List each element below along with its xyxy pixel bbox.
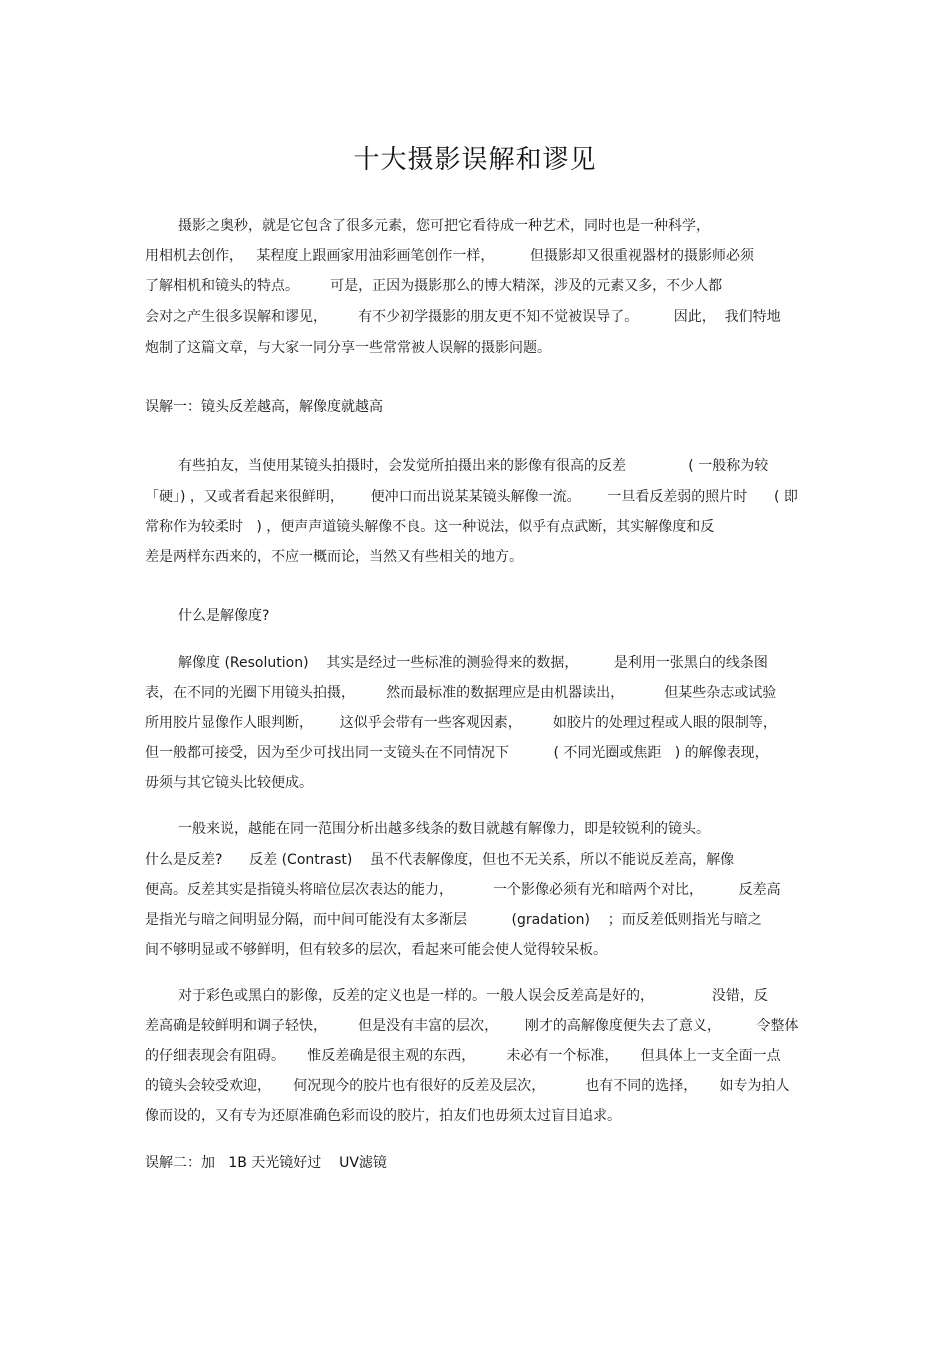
paragraph-line: 对于彩色或黑白的影像，反差的定义也是一样的。一般人误会反差高是好的， 没错，反: [178, 988, 768, 1004]
paragraph-line: 但一般都可接受，因为至少可找出同一支镜头在不同情况下 ( 不同光圈或焦距 ) 的解像表现，: [145, 745, 769, 761]
paragraph-line: 常称作为较柔时 ) ，便声声道镜头解像不良。这一种说法，似乎有点武断，其实解像度和反: [145, 519, 715, 535]
document-title: 十大摄影误解和谬见: [353, 145, 597, 175]
paragraph-line: 便高。反差其实是指镜头将暗位层次表达的能力， 一个影像必须有光和暗两个对比， 反差高: [145, 882, 781, 898]
paragraph-line: 解像度 (Resolution) 其实是经过一些标准的测验得来的数据， 是利用一张黑白的线条图: [178, 655, 768, 671]
paragraph-line: 差高确是较鲜明和调子轻快， 但是没有丰富的层次， 刚才的高解像度便失去了意义， 令整体: [145, 1018, 799, 1034]
paragraph-line: 「硬」) ，又或者看起来很鲜明， 便冲口而出说某某镜头解像一流。 一旦看反差弱的照片时 ( 即: [145, 489, 798, 505]
section-heading: 误解一：镜头反差越高，解像度就越高: [145, 399, 383, 415]
section-heading: 误解二：加 1B 天光镜好过 UV滤镜: [145, 1155, 387, 1171]
paragraph-line: 会对之产生很多误解和谬见， 有不少初学摄影的朋友更不知不觉被误导了。 因此， 我们特地: [145, 309, 781, 325]
paragraph-line: 的仔细表现会有阻碍。 惟反差确是很主观的东西， 未必有一个标准， 但具体上一支全面一点: [145, 1048, 781, 1064]
paragraph-line: 像而设的，又有专为还原准确色彩而设的胶片，拍友们也毋须太过盲目追求。: [145, 1108, 621, 1124]
paragraph-line: 间不够明显或不够鲜明，但有较多的层次，看起来可能会使人觉得较呆板。: [145, 942, 607, 958]
paragraph-line: 摄影之奥秒，就是它包含了很多元素，您可把它看待成一种艺术，同时也是一种科学，: [178, 218, 710, 234]
subheading: 什么是解像度?: [178, 608, 270, 624]
paragraph-line: 有些拍友，当使用某镜头拍摄时，会发觉所拍摄出来的影像有很高的反差 ( 一般称为较: [178, 458, 769, 474]
paragraph-line: 差是两样东西来的，不应一概而论，当然又有些相关的地方。: [145, 549, 523, 565]
paragraph-line: 表，在不同的光圈下用镜头拍摄， 然而最标准的数据理应是由机器读出， 但某些杂志或试验: [145, 685, 777, 701]
paragraph-line: 炮制了这篇文章，与大家一同分享一些常常被人误解的摄影问题。: [145, 340, 551, 356]
paragraph-line: 一般来说，越能在同一范围分析出越多线条的数目就越有解像力，即是较锐利的镜头。: [178, 821, 710, 837]
paragraph-line: 用相机去创作， 某程度上跟画家用油彩画笔创作一样， 但摄影却又很重视器材的摄影师必须: [145, 248, 754, 264]
paragraph-line: 毋须与其它镜头比较便成。: [145, 775, 313, 791]
paragraph-line: 是指光与暗之间明显分隔，而中间可能没有太多渐层 (gradation) ；而反差低则指光与暗之: [145, 912, 762, 928]
paragraph-line: 的镜头会较受欢迎， 何况现今的胶片也有很好的反差及层次， 也有不同的选择， 如专为拍人: [145, 1078, 790, 1094]
paragraph-line: 什么是反差? 反差 (Contrast) 虽不代表解像度，但也不无关系，所以不能说反差高，解像: [145, 852, 735, 868]
paragraph-line: 了解相机和镜头的特点。 可是，正因为摄影那么的博大精深，涉及的元素又多，不少人都: [145, 278, 723, 294]
paragraph-line: 所用胶片显像作人眼判断， 这似乎会带有一些客观因素， 如胶片的处理过程或人眼的限制等，: [145, 715, 777, 731]
